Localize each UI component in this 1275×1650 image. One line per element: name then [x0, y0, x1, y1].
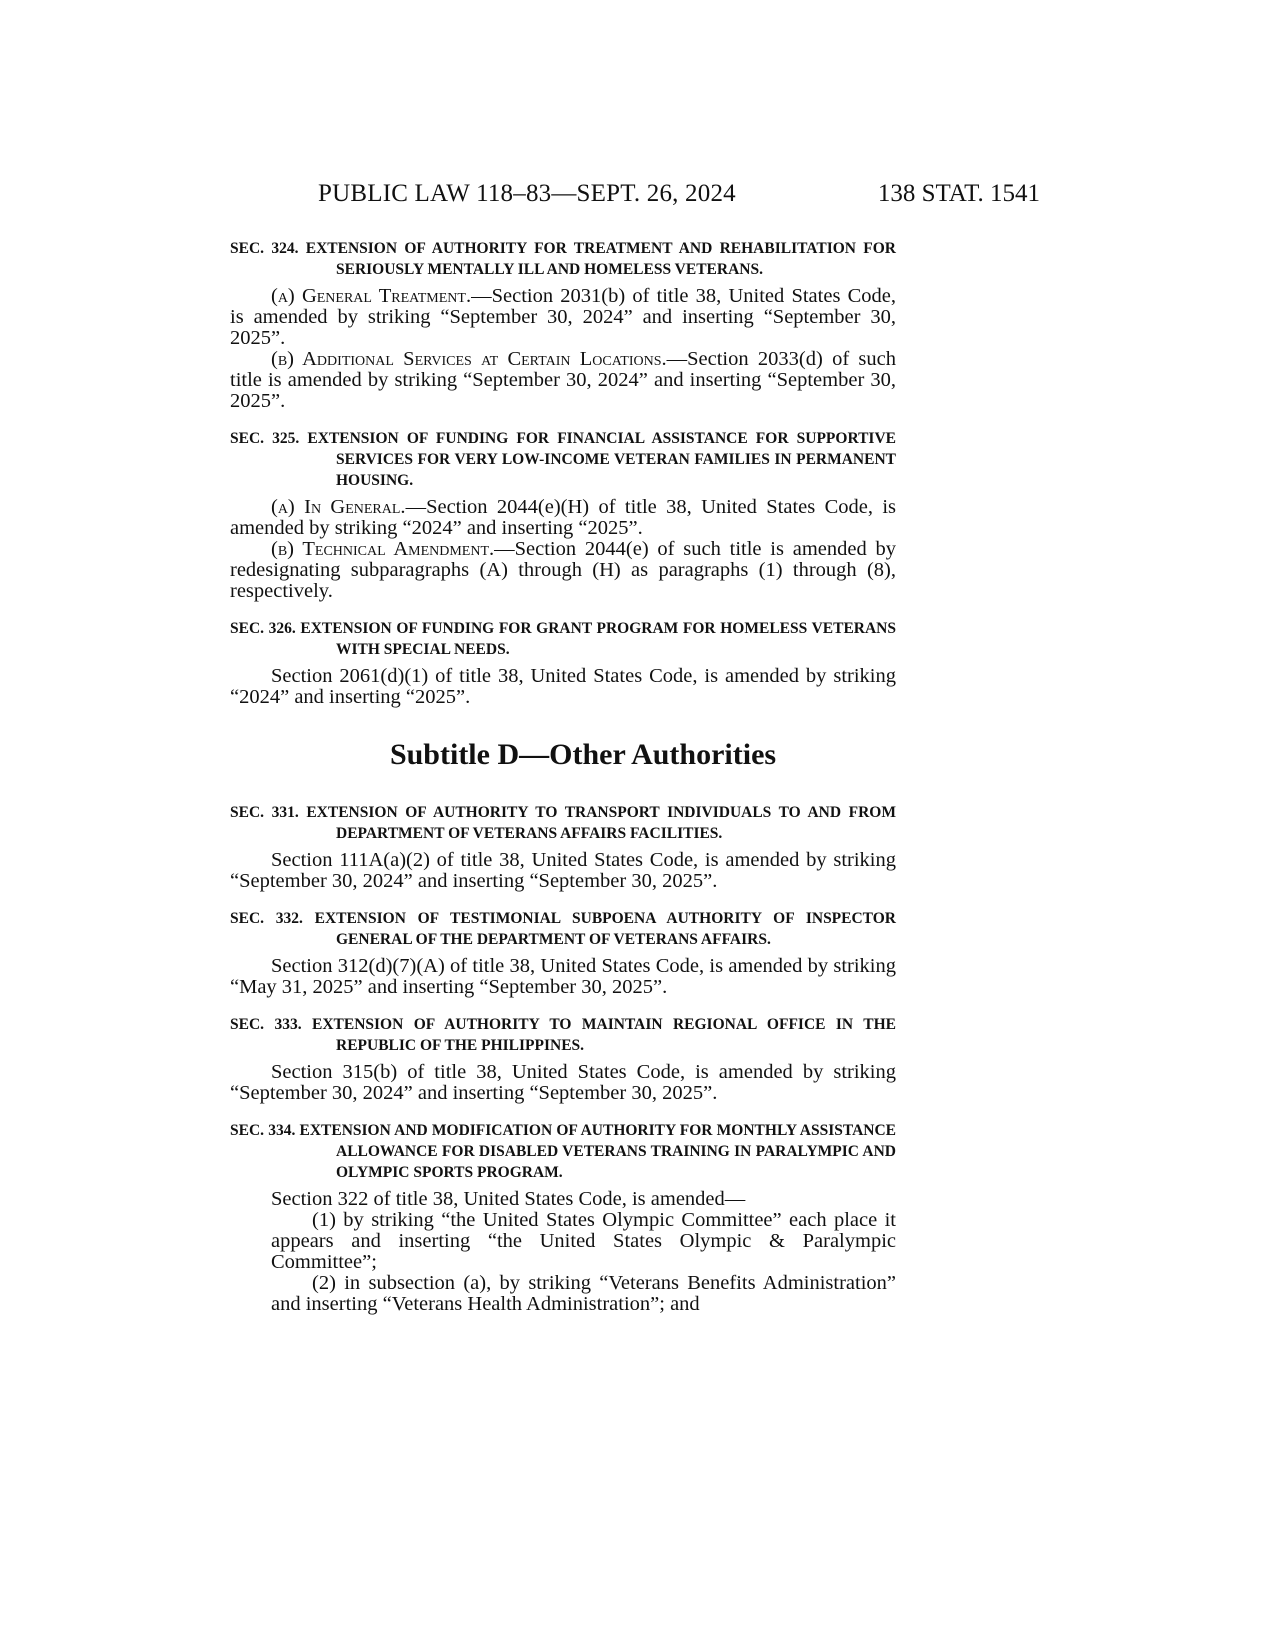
running-title: PUBLIC LAW 118–83—SEPT. 26, 2024 — [318, 180, 736, 207]
section-333-heading: SEC. 333. EXTENSION OF AUTHORITY TO MAINTAIN REGIONAL OFFICE IN THE REPUBLIC OF THE PHILIPPINES. — [230, 1016, 896, 1054]
paragraph-b-label: (b) Additional Services at Certain Locations. — [271, 348, 667, 370]
section-324-paragraph-a — [230, 286, 896, 349]
section-334-text: Section 322 of title 38, United States Code, is amended— — [271, 1188, 746, 1210]
section-334-item-2: (2) in subsection (a), by striking “Veterans Benefits Administration” and inserting “Veterans Health Administration”; and — [271, 1272, 896, 1315]
section-326-text: Section 2061(d)(1) of title 38, United States Code, is amended by striking “2024” and inserting “2025”. — [230, 665, 896, 708]
paragraph-b-text: —Section 2033(d) of such title is amended by striking “September 30, 2024” and inserting “September 30, 2025”. — [230, 348, 896, 412]
section-334-heading: SEC. 334. EXTENSION AND MODIFICATION OF AUTHORITY FOR MONTHLY ASSISTANCE ALLOWANCE FOR DISABLED VETERANS TRAINING IN PARALYMPIC AND OLYMPIC SPORTS PROGRAM. — [230, 1122, 896, 1181]
paragraph-a-label: (a) In General. — [271, 496, 406, 518]
page-header — [230, 180, 1040, 214]
section-331-text: Section 111A(a)(2) of title 38, United States Code, is amended by striking “September 30, 2024” and inserting “September 30, 2025”. — [230, 849, 896, 892]
document-body — [230, 238, 896, 1315]
section-324-heading: SEC. 324. EXTENSION OF AUTHORITY FOR TREATMENT AND REHABILITATION FOR SERIOUSLY MENTALLY ILL AND HOMELESS VETERANS. — [230, 240, 896, 278]
section-326-heading: SEC. 326. EXTENSION OF FUNDING FOR GRANT PROGRAM FOR HOMELESS VETERANS WITH SPECIAL NEEDS. — [230, 620, 896, 658]
page-stat-number: 138 STAT. 1541 — [877, 180, 1040, 207]
paragraph-a-label: (a) General Treatment. — [271, 285, 472, 307]
paragraph-b-label: (b) Technical Amendment. — [271, 538, 495, 560]
paragraph-b-text: —Section 2044(e) of such title is amended by redesignating subparagraphs (A) through (H) as paragraphs (1) through (8), respectively. — [230, 538, 896, 602]
section-334-item-1: (1) by striking “the United States Olympic Committee” each place it appears and inserting “the United States Olympic & Paralympic Committee”; — [271, 1209, 896, 1273]
paragraph-a-text: —Section 2044(e)(H) of title 38, United States Code, is amended by striking “2024” and inserting “2025”. — [230, 496, 896, 539]
subtitle-heading: Subtitle D—Other Authorities — [389, 738, 777, 771]
section-332-text: Section 312(d)(7)(A) of title 38, United States Code, is amended by striking “May 31, 2025” and inserting “September 30, 2025”. — [230, 955, 896, 998]
section-325-heading: SEC. 325. EXTENSION OF FUNDING FOR FINANCIAL ASSISTANCE FOR SUPPORTIVE SERVICES FOR VERY LOW-INCOME VETERAN FAMILIES IN PERMANENT HOUSING. — [230, 430, 896, 489]
section-331-heading: SEC. 331. EXTENSION OF AUTHORITY TO TRANSPORT INDIVIDUALS TO AND FROM DEPARTMENT OF VETERANS AFFAIRS FACILITIES. — [230, 804, 896, 842]
section-325-paragraph-a — [230, 497, 896, 539]
section-333-text: Section 315(b) of title 38, United States Code, is amended by striking “September 30, 2024” and inserting “September 30, 2025”. — [230, 1061, 896, 1104]
section-325-paragraph-b — [230, 539, 896, 602]
section-324-paragraph-b — [230, 349, 896, 412]
section-332-heading: SEC. 332. EXTENSION OF TESTIMONIAL SUBPOENA AUTHORITY OF INSPECTOR GENERAL OF THE DEPARTMENT OF VETERANS AFFAIRS. — [230, 910, 896, 948]
paragraph-a-text: —Section 2031(b) of title 38, United States Code, is amended by striking “September 30, 2024” and inserting “September 30, 2025”. — [230, 285, 896, 349]
